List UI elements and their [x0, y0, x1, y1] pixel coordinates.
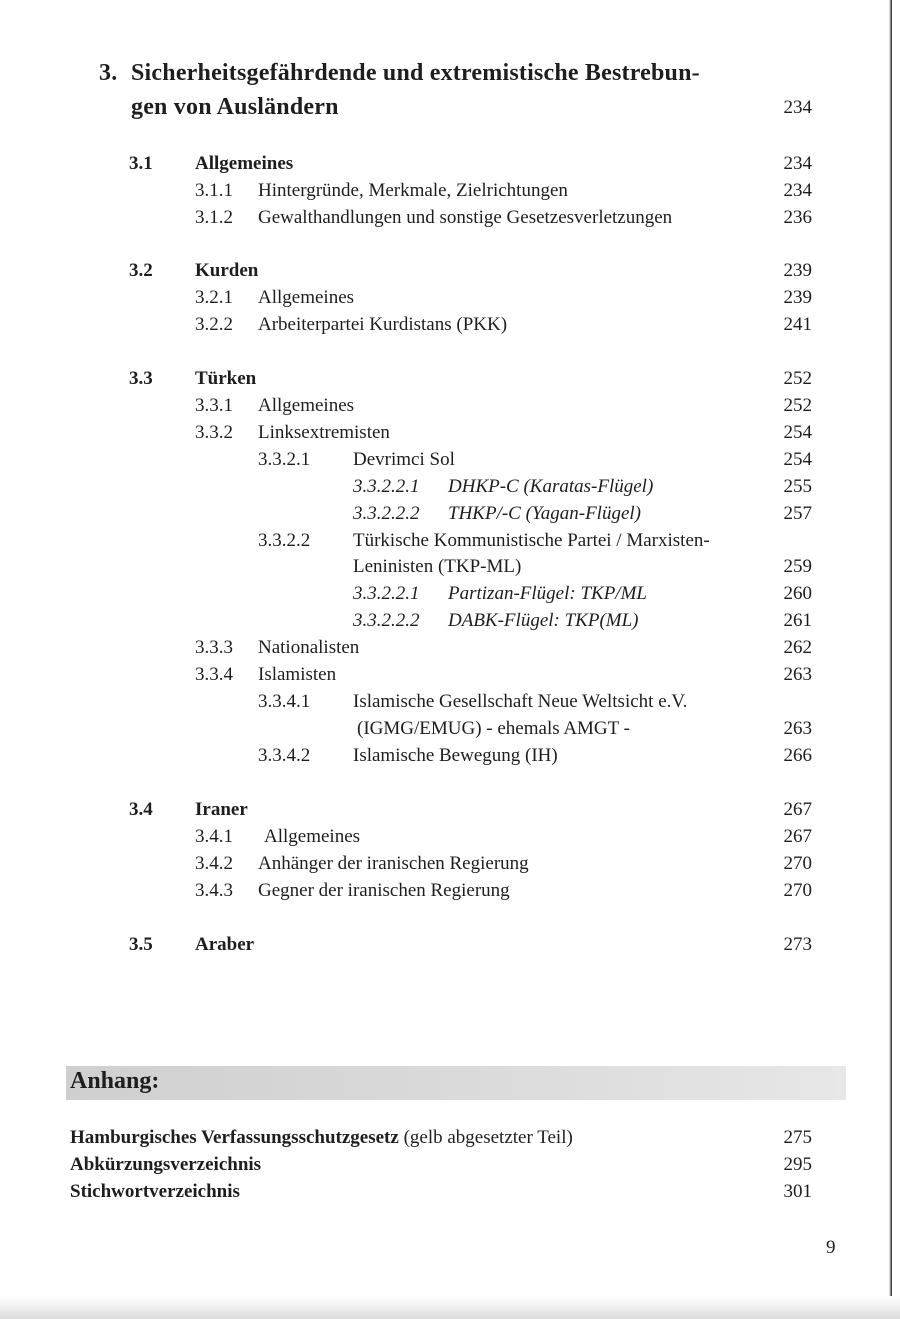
annex-item-page: 301 [783, 1181, 812, 1202]
subsection-page: 270 [783, 853, 812, 874]
subsubsection-page: 263 [783, 718, 812, 739]
section-title: Allgemeines [195, 153, 294, 174]
subsection-number: 3.4.3 [195, 880, 233, 901]
subsection-page: 236 [783, 207, 812, 228]
subsubsection-title-line2: (IGMG/EMUG) - ehemals AMGT - [357, 718, 630, 739]
annex-heading-band [66, 1066, 846, 1100]
chapter-number: 3. [99, 60, 118, 86]
subsection-page: 252 [783, 395, 812, 416]
subsubsection-title-line1: Türkische Kommunistische Partei / Marxisten- [353, 530, 710, 551]
section-page: 239 [783, 260, 812, 281]
page-number: 9 [826, 1237, 836, 1258]
level5-page: 261 [783, 610, 812, 631]
subsubsection-number: 3.3.4.1 [258, 691, 311, 712]
section-page: 267 [783, 799, 812, 820]
subsection-number: 3.3.1 [195, 395, 233, 416]
subsection-title: Linksextremisten [258, 422, 390, 443]
subsubsection-title-line2: Leninisten (TKP-ML) [353, 556, 522, 577]
subsection-page: 263 [783, 664, 812, 685]
subsubsection-page: 254 [783, 449, 812, 470]
section-number: 3.4 [129, 799, 153, 820]
level5-title: DHKP-C (Karatas-Flügel) [448, 476, 654, 497]
section-number: 3.1 [129, 153, 153, 174]
subsubsection-title: Islamische Bewegung (IH) [353, 745, 558, 766]
annex-item-page: 295 [783, 1154, 812, 1175]
subsection-page: 270 [783, 880, 812, 901]
section-page: 234 [783, 153, 812, 174]
annex-item-page: 275 [783, 1127, 812, 1148]
subsection-title: Allgemeines [258, 395, 355, 416]
section-title: Iraner [195, 799, 248, 820]
chapter-title-line1: Sicherheitsgefährdende und extremistische Bestrebun- [131, 60, 700, 86]
subsubsection-number: 3.3.4.2 [258, 745, 311, 766]
level5-number: 3.3.2.2.1 [353, 583, 420, 604]
section-page: 252 [783, 368, 812, 389]
subsection-title: Arbeiterpartei Kurdistans (PKK) [258, 314, 508, 335]
subsection-title: Hintergründe, Merkmale, Zielrichtungen [258, 180, 568, 201]
subsection-number: 3.4.1 [195, 826, 233, 847]
subsection-page: 267 [783, 826, 812, 847]
section-number: 3.5 [129, 934, 153, 955]
subsection-title: Allgemeines [264, 826, 361, 847]
subsubsection-number: 3.3.2.1 [258, 449, 311, 470]
level5-number: 3.3.2.2.2 [353, 610, 420, 631]
section-page: 273 [783, 934, 812, 955]
section-title: Araber [195, 934, 255, 955]
level5-title: THKP/-C (Yagan-Flügel) [448, 503, 641, 524]
chapter-title-line2: gen von Ausländern [131, 94, 339, 120]
level5-number: 3.3.2.2.2 [353, 503, 420, 524]
subsection-number: 3.4.2 [195, 853, 233, 874]
subsubsection-page: 266 [783, 745, 812, 766]
section-title: Kurden [195, 260, 259, 281]
subsection-title: Gewalthandlungen und sonstige Gesetzesverletzungen [258, 207, 673, 228]
scan-margin-right [892, 0, 900, 1319]
annex-item-title [70, 1127, 573, 1149]
level5-page: 257 [783, 503, 812, 524]
subsection-title: Gegner der iranischen Regierung [258, 880, 510, 901]
level5-number: 3.3.2.2.1 [353, 476, 420, 497]
section-title: Türken [195, 368, 257, 389]
level5-page: 260 [783, 583, 812, 604]
subsection-title: Allgemeines [258, 287, 355, 308]
annex-item-title-text: Hamburgisches Verfassungsschutzgesetz [70, 1127, 399, 1148]
subsubsection-number: 3.3.2.2 [258, 530, 311, 551]
subsection-number: 3.1.2 [195, 207, 233, 228]
subsection-page: 234 [783, 180, 812, 201]
scan-edge-bottom [0, 1296, 900, 1319]
level5-title: DABK-Flügel: TKP(ML) [448, 610, 639, 631]
subsection-page: 254 [783, 422, 812, 443]
subsubsection-title: Devrimci Sol [353, 449, 455, 470]
subsection-page: 239 [783, 287, 812, 308]
subsection-title: Islamisten [258, 664, 337, 685]
subsection-number: 3.3.2 [195, 422, 233, 443]
annex-item-title: Abkürzungsverzeichnis [70, 1154, 262, 1175]
subsection-page: 262 [783, 637, 812, 658]
section-number: 3.3 [129, 368, 153, 389]
annex-heading: Anhang: [70, 1068, 160, 1094]
subsection-number: 3.2.1 [195, 287, 233, 308]
subsection-number: 3.3.3 [195, 637, 233, 658]
subsubsection-title-line1: Islamische Gesellschaft Neue Weltsicht e.V. [353, 691, 688, 712]
subsection-number: 3.3.4 [195, 664, 233, 685]
chapter-page: 234 [783, 97, 812, 118]
level5-page: 255 [783, 476, 812, 497]
subsection-number: 3.2.2 [195, 314, 233, 335]
subsubsection-page: 259 [783, 556, 812, 577]
subsection-page: 241 [783, 314, 812, 335]
annex-item-note: (gelb abgesetzter Teil) [403, 1127, 573, 1148]
subsection-number: 3.1.1 [195, 180, 233, 201]
section-number: 3.2 [129, 260, 153, 281]
level5-title: Partizan-Flügel: TKP/ML [448, 583, 647, 604]
subsection-title: Anhänger der iranischen Regierung [258, 853, 529, 874]
annex-item-title: Stichwortverzeichnis [70, 1181, 240, 1202]
subsection-title: Nationalisten [258, 637, 360, 658]
